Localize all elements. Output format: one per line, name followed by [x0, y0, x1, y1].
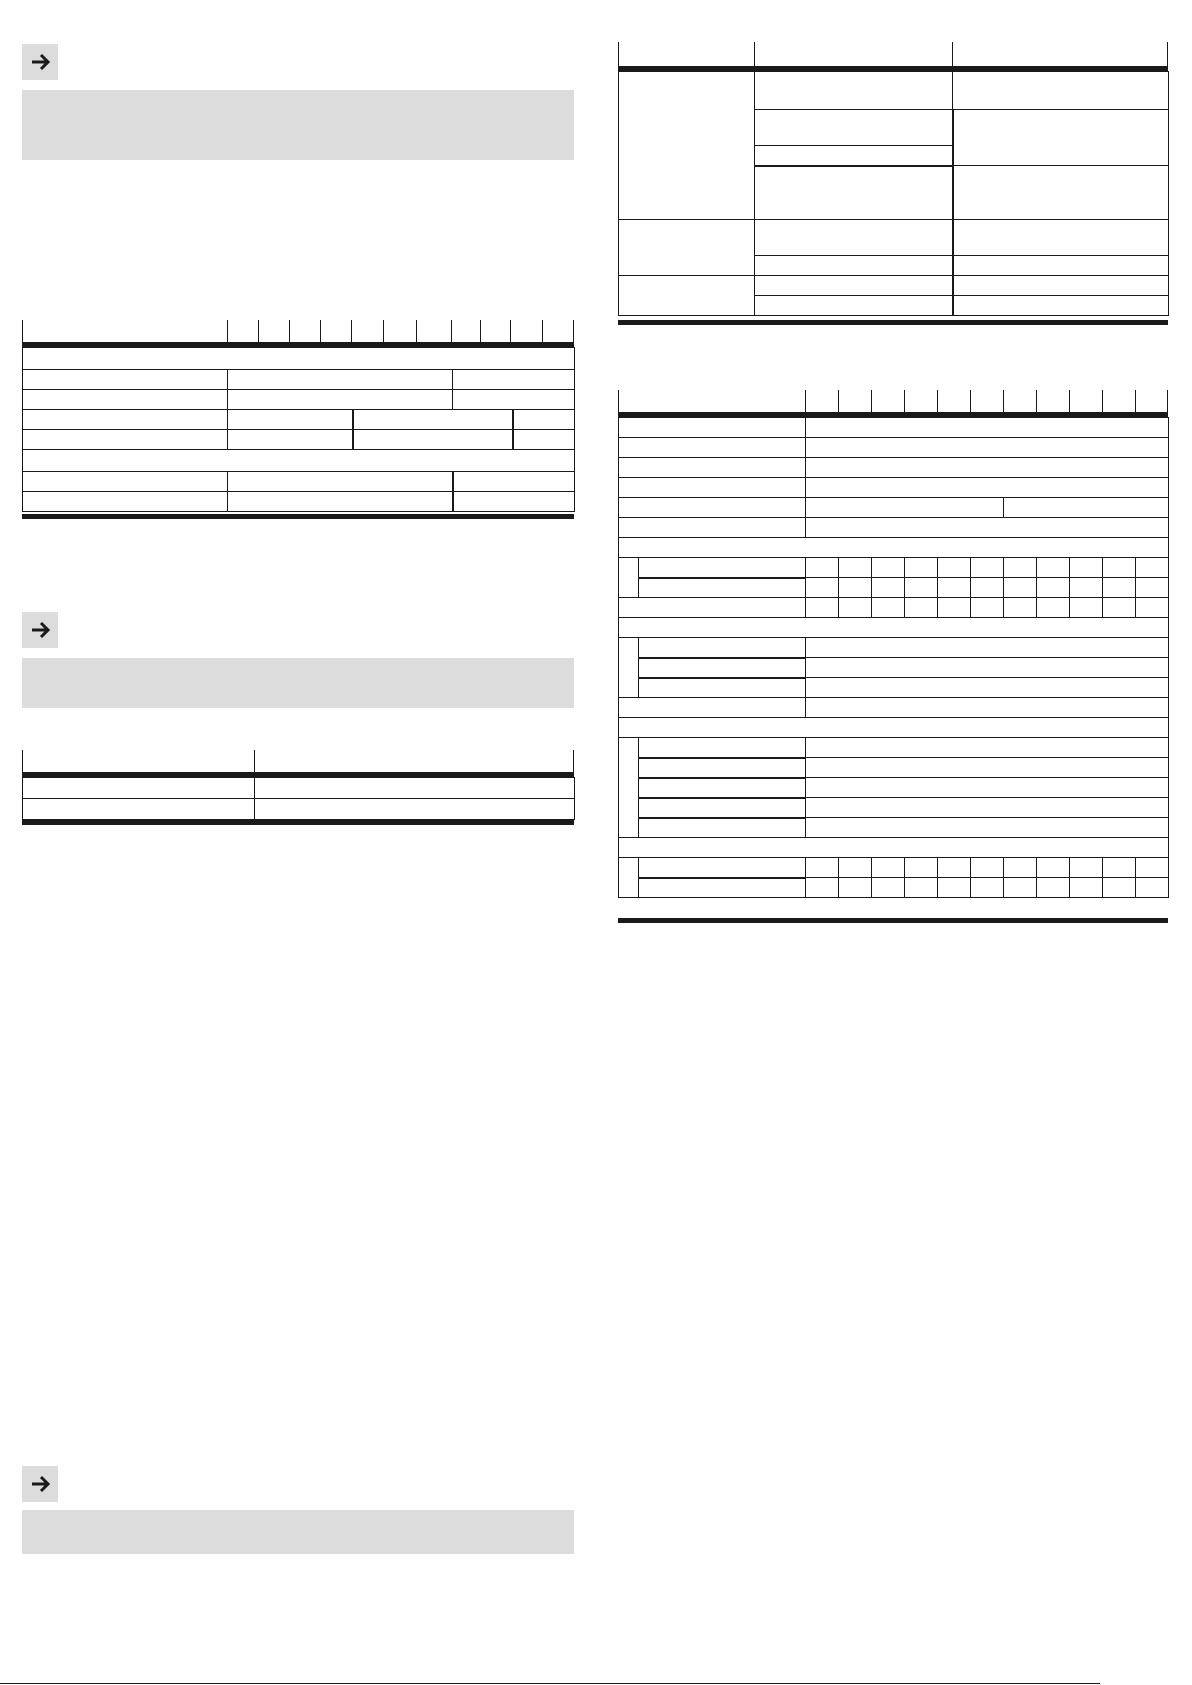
table-row	[23, 348, 575, 370]
footer-rule	[0, 1683, 1100, 1684]
note-box-3	[22, 1510, 574, 1554]
table-cell	[619, 72, 755, 220]
table-a-body	[22, 347, 575, 512]
table-d-body	[618, 417, 1169, 898]
table-cell	[23, 370, 228, 390]
table-b-body	[22, 777, 575, 820]
note-box-2	[22, 658, 574, 708]
table-cell	[23, 778, 255, 799]
table-cell	[619, 418, 806, 438]
arrow-right-icon	[22, 612, 58, 648]
arrow-right-icon	[22, 1466, 58, 1502]
note-box-1	[22, 90, 574, 160]
table-c-body	[618, 71, 1169, 316]
arrow-right-icon	[22, 44, 58, 80]
